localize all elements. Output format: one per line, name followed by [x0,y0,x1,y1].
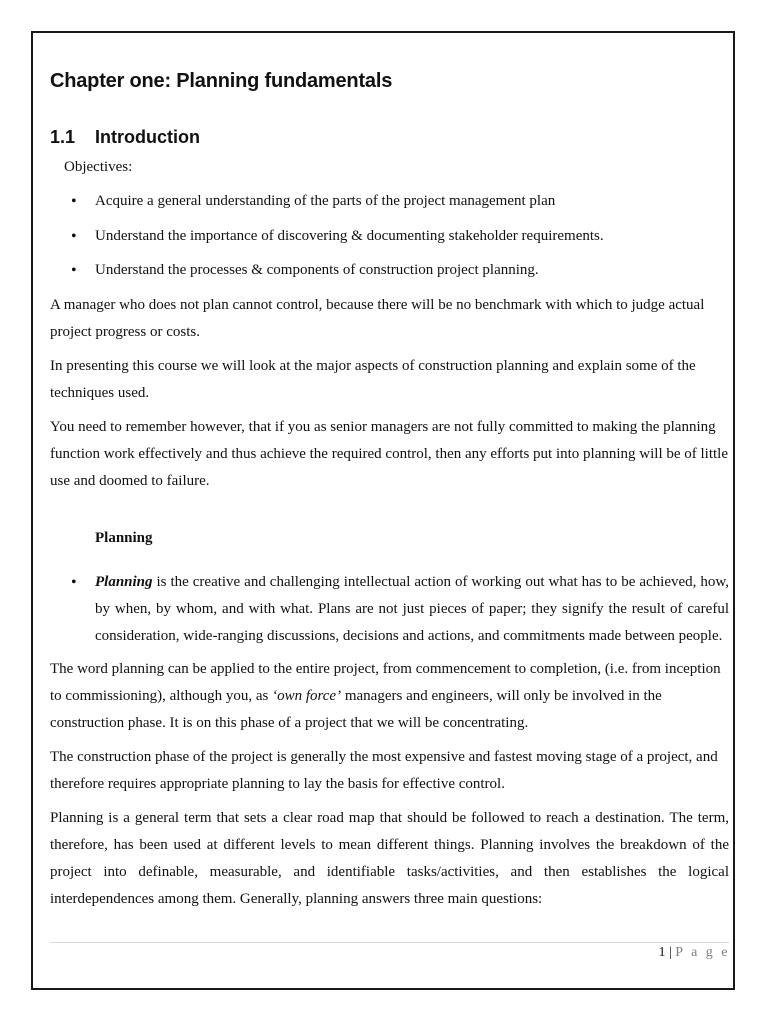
page-number: 1 [658,945,666,960]
planning-definition-text: is the creative and challenging intellectual action of working out what has to be achieved, how, by when, by whom, and with what. Plans are not just pieces of paper; they signify the result of careful consideration, wide-ranging discussions, decisions and actions, and commitments made between people. [95,574,729,644]
page-word: P a g e [675,945,730,960]
footer-divider [50,942,729,943]
section-heading [50,127,200,148]
section-title: Introduction [95,127,200,147]
paragraph-general-term: Planning is a general term that sets a clear road map that should be followed to reach a destination. The term, therefore, has been used at different levels to mean different things. Planning involves the breakdown of the project into definable, measurable, and identifiable tasks/activities, and then establishes the logical interdependences among them. Generally, planning answers three main questions: [50,810,729,907]
section-number: 1.1 [50,127,76,147]
planning-definition [95,569,729,650]
paragraph-scope-before: The word planning can be applied to the entire project, from commencement to completion, (i.e. from inception to commissioning), although you, as [50,661,721,704]
page-separator: | [668,945,672,960]
chapter-title: Chapter one: Planning fundamentals [50,70,393,92]
planning-heading: Planning [95,530,153,546]
page-footer [658,945,730,961]
paragraph-scope [50,656,729,737]
paragraph-construction-phase: The construction phase of the project is generally the most expensive and fastest moving stage of a project, and therefore requires appropriate planning to lay the basis for effective control. [50,749,718,792]
objective-item: • Understand the processes & components of construction project planning. [95,257,539,284]
paragraph-scope-after: managers and engineers, will only be involved in the construction phase. It is on this phase of a project that we will be concentrating. [50,688,662,731]
paragraph-commitment: You need to remember however, that if you as senior managers are not fully committed to making the planning function work effectively and thus achieve the required control, then any efforts put into planning will be of little use and doomed to failure. [50,419,729,489]
objectives-label: Objectives: [64,159,133,175]
objective-item: • Acquire a general understanding of the parts of the project management plan [95,188,555,215]
paragraph-course: In presenting this course we will look at the major aspects of construction planning and explain some of the techniques used. [50,358,696,401]
planning-term: Planning [95,574,153,590]
own-force-emphasis: ‘own force’ [272,688,342,704]
paragraph-benchmark: A manager who does not plan cannot control, because there will be no benchmark with which to judge actual project progress or costs. [50,297,705,340]
objective-item: • Understand the importance of discovering & documenting stakeholder requirements. [95,223,604,250]
